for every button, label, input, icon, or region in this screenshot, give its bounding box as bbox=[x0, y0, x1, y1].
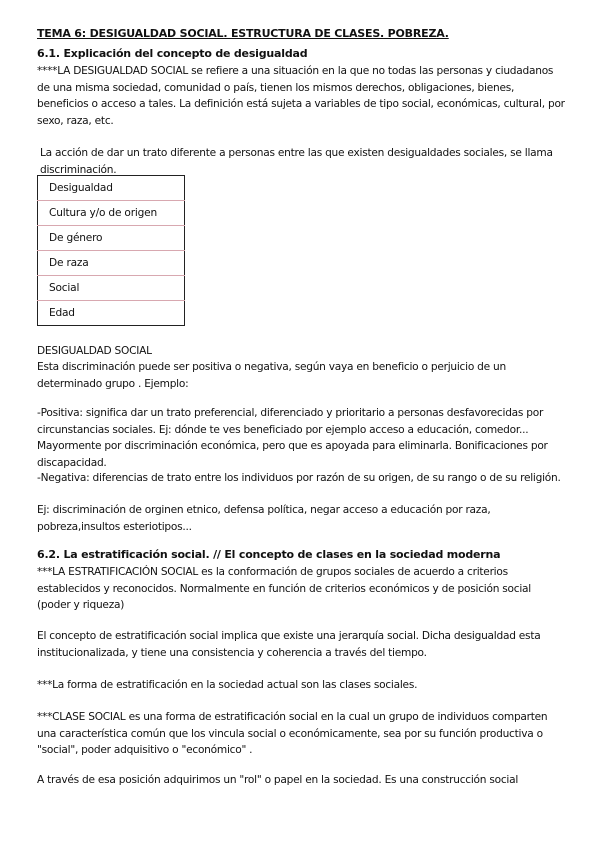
paragraph-clase-social: ***CLASE SOCIAL es una forma de estratificación social en la cual un grupo de individuos comparten una característica común que los vincula social o económicamente, sea por su función productiva o "social", poder adquisitivo o "económico" . bbox=[37, 711, 548, 756]
table-cell: Edad bbox=[38, 301, 185, 326]
paragraph-jerarquia: El concepto de estratificación social implica que existe una jerarquía social. Dicha desigualdad esta institucionalizada, y tiene una consistencia y coherencia a través del tiempo. bbox=[37, 630, 541, 659]
paragraph-rol: A través de esa posición adquirimos un "rol" o papel en la sociedad. Es una construcción social bbox=[37, 774, 519, 786]
section-heading-6-2: 6.2. La estratificación social. // El concepto de clases en la sociedad moderna bbox=[37, 548, 501, 561]
paragraph-negativa: -Negativa: diferencias de trato entre los individuos por razón de su origen, de su rango o de su religión. bbox=[37, 472, 561, 484]
discrimination-types-table bbox=[37, 175, 185, 326]
paragraph-estratificacion: ***LA ESTRATIFICACIÓN SOCIAL es la conformación de grupos sociales de acuerdo a criterios establecidos y reconocidos. Normalmente en función de criterios económicos y de posición social (poder y riqueza) bbox=[37, 566, 531, 611]
label-desigualdad-social: DESIGUALDAD SOCIAL bbox=[37, 345, 152, 357]
table-cell: De raza bbox=[38, 251, 185, 276]
table-cell: Desigualdad bbox=[38, 176, 185, 201]
paragraph-desigualdad-definition: ****LA DESIGUALDAD SOCIAL se refiere a una situación en la que no todas las personas y ciudadanos de una misma sociedad, comunidad o país, tienen los mismos derechos, obligaciones, bienes, beneficios o acceso a tales. La definición está sujeta a variables de tipo social, económicas, cultural, por sexo, raza, etc. bbox=[37, 65, 565, 127]
section-heading-6-1: 6.1. Explicación del concepto de desigualdad bbox=[37, 47, 308, 60]
table-row bbox=[38, 201, 185, 226]
paragraph-clases-sociales: ***La forma de estratificación en la sociedad actual son las clases sociales. bbox=[37, 679, 418, 691]
page-title: TEMA 6: DESIGUALDAD SOCIAL. ESTRUCTURA DE CLASES. POBREZA. bbox=[37, 27, 449, 40]
table-cell: De género bbox=[38, 226, 185, 251]
table-row bbox=[38, 176, 185, 201]
table-cell: Social bbox=[38, 276, 185, 301]
table-cell: Cultura y/o de origen bbox=[38, 201, 185, 226]
table-row bbox=[38, 301, 185, 326]
table-row bbox=[38, 276, 185, 301]
paragraph-positiva-negativa: Esta discriminación puede ser positiva o negativa, según vaya en beneficio o perjuicio de un determinado grupo . Ejemplo: bbox=[37, 361, 506, 390]
paragraph-discriminacion: La acción de dar un trato diferente a personas entre las que existen desigualdades sociales, se llama discriminación. bbox=[40, 147, 553, 176]
table-row bbox=[38, 226, 185, 251]
table-row bbox=[38, 251, 185, 276]
paragraph-ejemplo-negativa: Ej: discriminación de orginen etnico, defensa política, negar acceso a educación por raza, pobreza,insultos esteriotipos... bbox=[37, 504, 491, 533]
paragraph-positiva: -Positiva: significa dar un trato preferencial, diferenciado y prioritario a personas desfavorecidas por circunstancias sociales. Ej: dónde te ves beneficiado por ejemplo acceso a educación, comedor... Mayormente por discriminación económica, pero que es apoyada para eliminarla. Bonificaciones por discapacidad. bbox=[37, 407, 548, 469]
